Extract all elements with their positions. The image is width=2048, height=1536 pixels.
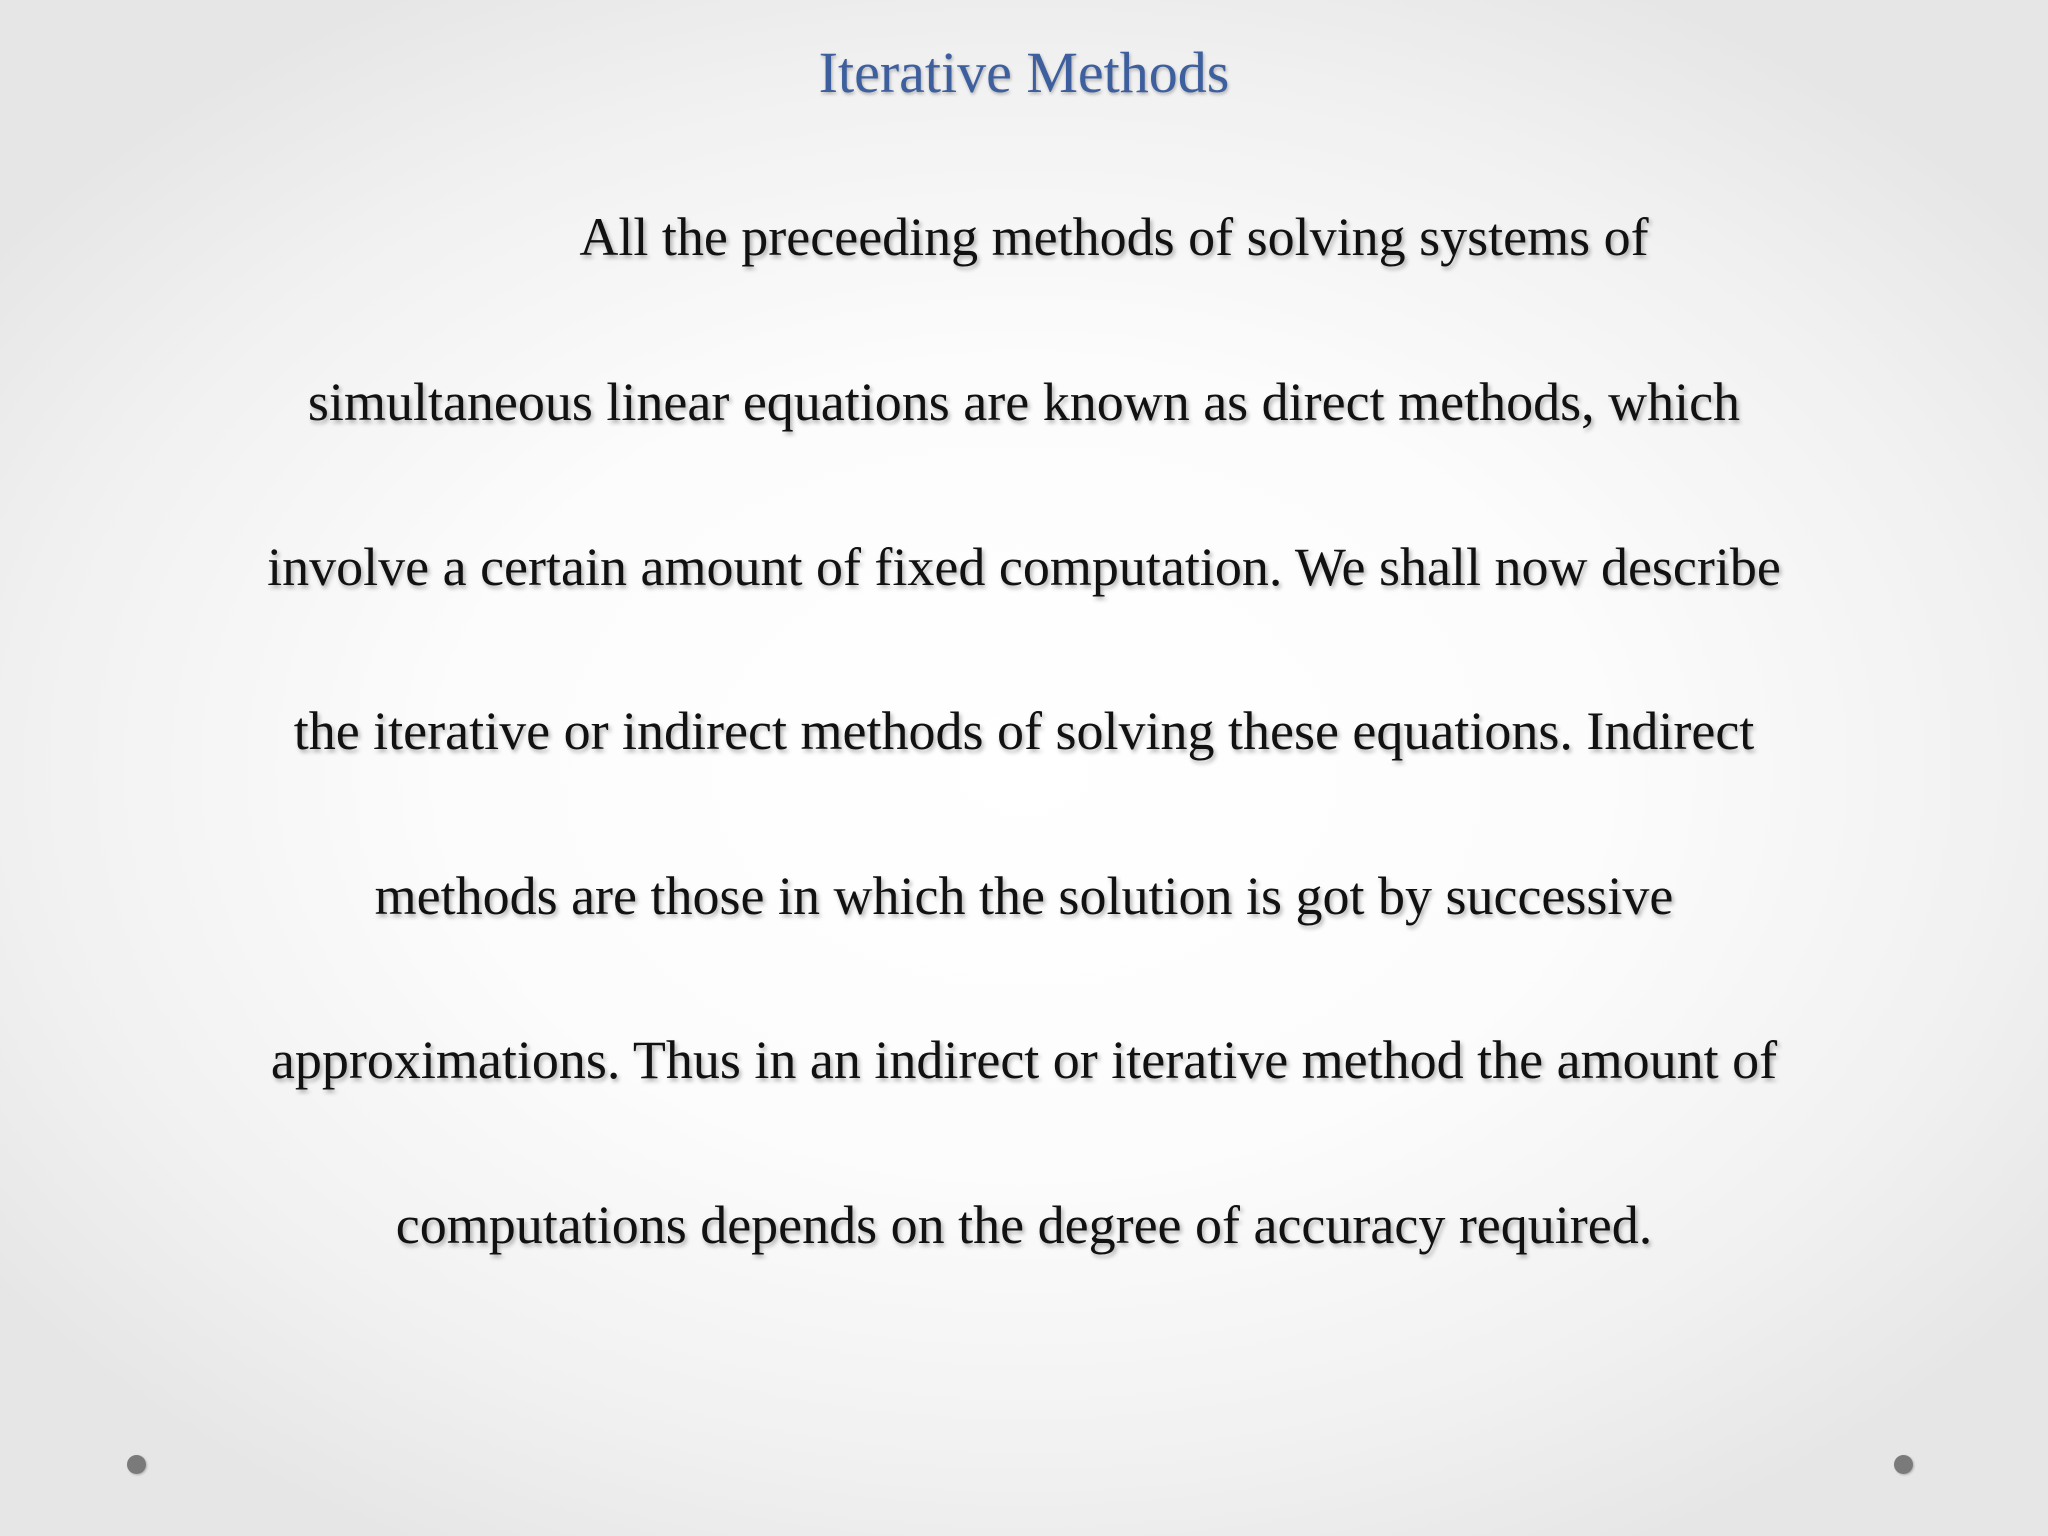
body-text-line-6: approximations. Thus in an indirect or iterative method the amount of [270, 1030, 1778, 1090]
bullet-dot-icon [1894, 1455, 1913, 1474]
body-text-line-7: computations depends on the degree of accuracy required. [395, 1195, 1653, 1255]
bullet-dot-icon [127, 1455, 146, 1474]
body-text-line-4: the iterative or indirect methods of solving these equations. Indirect [293, 701, 1755, 761]
body-text-line-5: methods are those in which the solution is got by successive [374, 866, 1674, 926]
body-text-line-2: simultaneous linear equations are known as direct methods, which [307, 372, 1741, 432]
slide-title: Iterative Methods [818, 40, 1230, 105]
body-text-line-1: All the preceeding methods of solving systems of [579, 207, 1649, 267]
body-text-line-3: involve a certain amount of fixed computation. We shall now describe [267, 537, 1781, 597]
